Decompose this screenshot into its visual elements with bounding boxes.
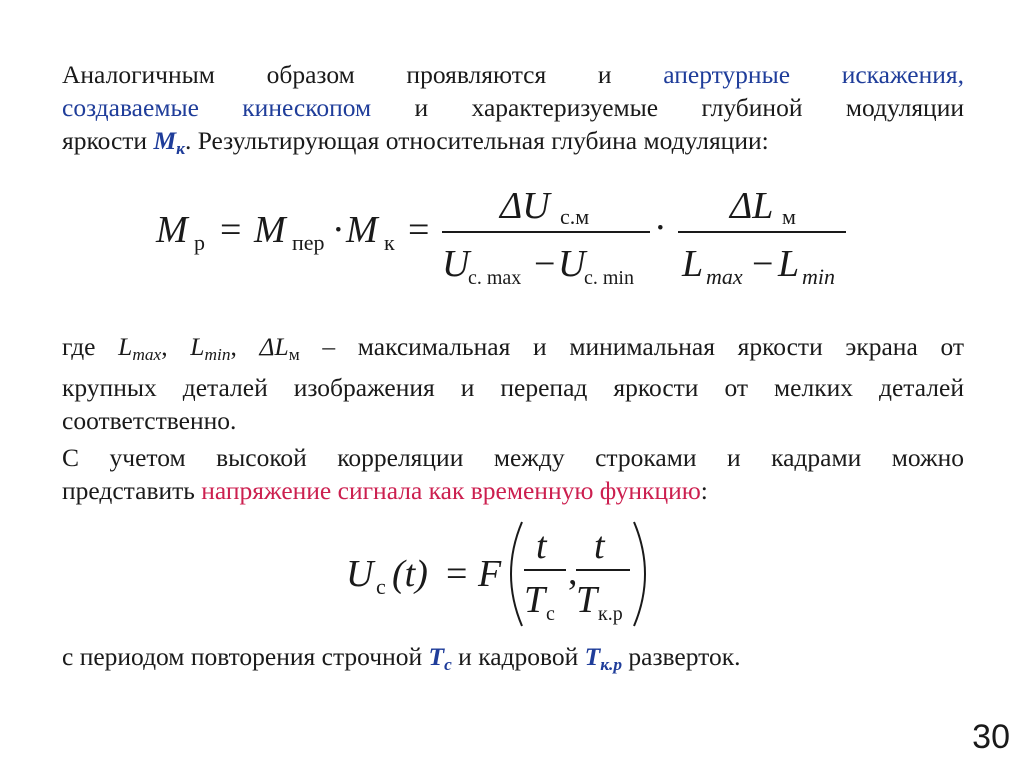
- f1-sub-k: к: [384, 230, 395, 255]
- var-dLm: $\Delta L_м$: [259, 332, 300, 364]
- f2-U-sub: с: [376, 574, 386, 599]
- intro-line-2: [62, 91, 964, 124]
- f1-frac2-num: ΔL: [730, 185, 774, 227]
- intro-text-1: Аналогичным образом проявляются и: [62, 60, 664, 89]
- intro-text-2: и характеризуемые глубиной модуляции: [371, 93, 964, 122]
- var-Lmax: $L_{max}$: [118, 332, 162, 364]
- f1-frac2-minus: −: [752, 243, 774, 285]
- f1-frac2-L1-sub: max: [706, 264, 743, 289]
- paragraph-where: [62, 330, 964, 437]
- f1-M-per: M: [254, 209, 286, 251]
- f1-dot: ·: [332, 209, 345, 251]
- formula-signal-voltage: [340, 514, 660, 634]
- f1-frac1-U2-sub: с. min: [584, 267, 634, 289]
- f1-M-r: M: [156, 209, 188, 251]
- f2-U: U: [346, 553, 374, 595]
- paragraph-period: [62, 640, 964, 681]
- f2-comma: ,: [568, 551, 578, 593]
- f1-frac2-L2: L: [778, 243, 800, 285]
- corr-line-2: представить напряжение сигнала как временную функцию:: [62, 476, 708, 505]
- var-Tc: $T_с$: [428, 642, 452, 674]
- f2-right-paren: [634, 522, 645, 626]
- f1-frac1-U1: U: [442, 243, 470, 285]
- f1-dot2: ·: [654, 207, 667, 249]
- f1-frac2-L1: L: [682, 243, 704, 285]
- where-line-2: крупных деталей изображения и перепад яркости от мелких деталей: [62, 372, 964, 402]
- f1-M-k: M: [346, 209, 378, 251]
- f2-t2: t: [594, 525, 605, 567]
- f1-eq1: =: [220, 209, 242, 251]
- page-number: 30: [972, 718, 1010, 756]
- f2-T1-sub: с: [546, 603, 555, 625]
- paragraph-intro: [62, 58, 964, 165]
- f1-frac1-U1-sub: с. max: [468, 267, 522, 289]
- f2-F: F: [478, 553, 502, 595]
- f1-frac1-U2: U: [558, 243, 586, 285]
- f1-frac1-num-sub: с.м: [560, 204, 590, 229]
- f1-eq2: =: [408, 209, 430, 251]
- f2-T2-sub: к.р: [598, 603, 623, 625]
- intro-line-1: [62, 58, 964, 91]
- where-line-3: соответственно.: [62, 405, 237, 435]
- f1-sub-per: пер: [292, 230, 325, 255]
- paragraph-correlation: [62, 441, 964, 507]
- intro-line-3: [62, 124, 964, 165]
- f1-frac2-num-sub: м: [782, 204, 796, 229]
- where-line-1: где $L_{max}$, $L_{min}$, $\Delta L_м$ – максимальная и минимальная яркости экрана от: [62, 332, 965, 364]
- f1-sub-r: р: [194, 230, 205, 255]
- var-Mk: $M_к$: [153, 126, 185, 158]
- f1-frac1-num: ΔU: [500, 185, 550, 227]
- formula-modulation-depth: [150, 180, 870, 290]
- intro-text-4: . Результирующая относительная глубина модуляции:: [184, 126, 769, 155]
- f2-left-paren: [511, 522, 522, 626]
- kinescope-highlight: создаваемые кинескопом: [62, 93, 372, 122]
- aperture-distortions-highlight: апертурные искажения,: [663, 60, 964, 89]
- signal-voltage-highlight: напряжение сигнала как временную функцию: [201, 476, 701, 505]
- f2-t1: t: [536, 525, 547, 567]
- corr-line-1: С учетом высокой корреляции между строками и кадрами можно: [62, 443, 964, 472]
- f2-T2: T: [576, 579, 598, 621]
- f2-T1: T: [524, 579, 546, 621]
- f1-frac1-minus: −: [534, 243, 556, 285]
- var-Tkr: $T_{к.р}$: [584, 642, 622, 674]
- f2-arg: (t): [392, 553, 428, 595]
- period-line: с периодом повторения строчной $T_с$ и кадровой $T_{к.р}$ разверток.: [62, 642, 741, 674]
- intro-text-3: яркости: [62, 126, 154, 155]
- f2-eq: =: [446, 553, 468, 595]
- f1-frac2-L2-sub: min: [802, 264, 835, 289]
- var-Lmin: $L_{min}$: [190, 332, 231, 364]
